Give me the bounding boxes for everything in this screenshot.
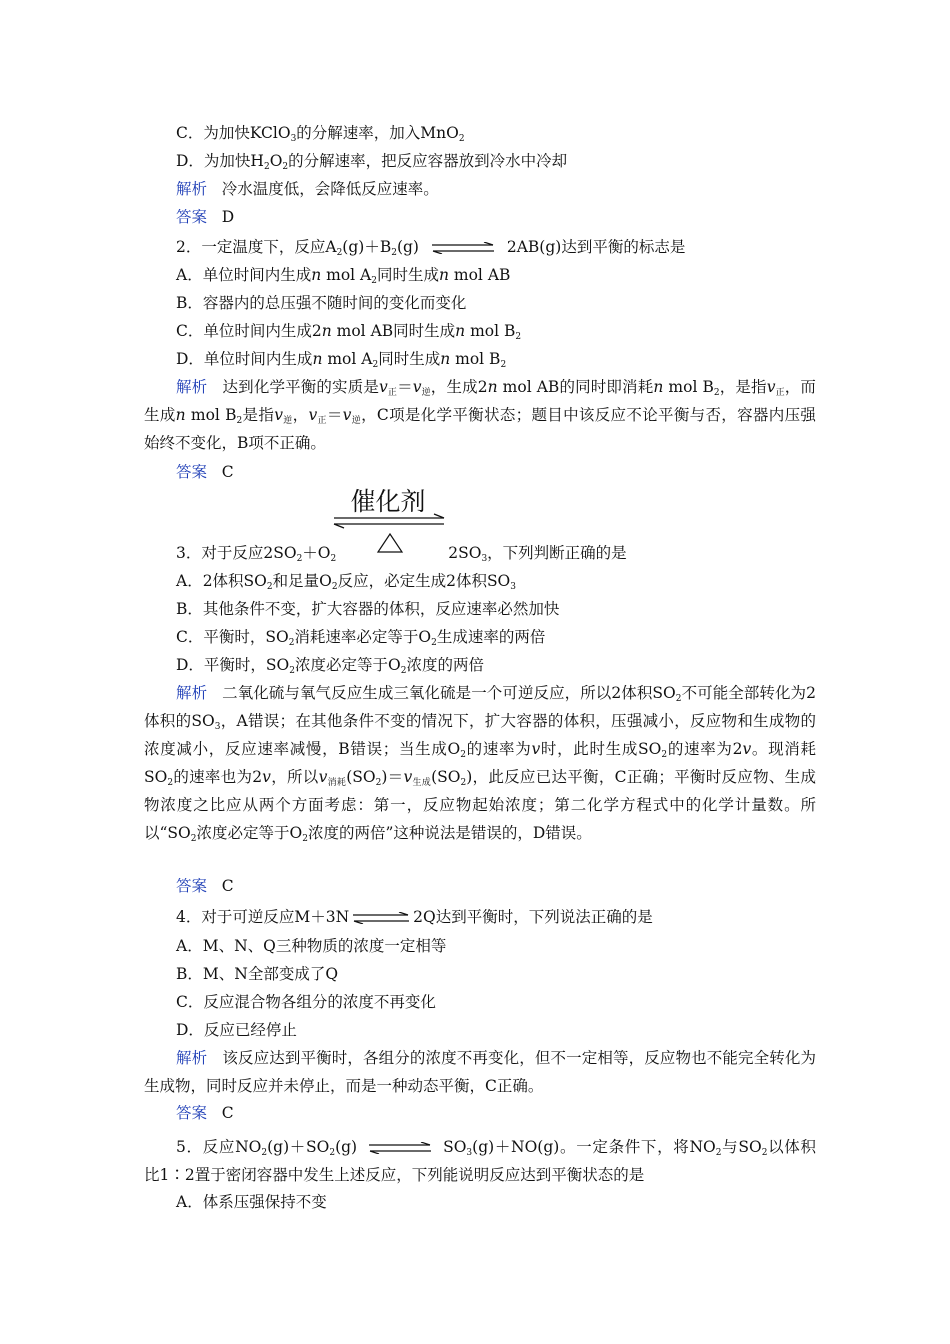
q4-option-a: A．M、N、Q三种物质的浓度一定相等 [176, 937, 447, 955]
q2-stem: 2．一定温度下，反应$A_2(g)+B_2(g)$ 2AB(g)达到平衡的标志是 [176, 238, 686, 258]
analysis-label: 解析 [176, 378, 208, 396]
q2-answer: 答案 C [176, 463, 234, 481]
q2-option-a: A．单位时间内生成n mol $A_2$同时生成n mol AB [176, 266, 511, 286]
analysis-label: 解析 [176, 684, 208, 702]
q3-analysis: 解析 二氧化硫与氧气反应生成三氧化硫是一个可逆反应，所以2体积$SO_2$不可能全部转化为2体积的$SO_3$，A错误；在其他条件不变的情况下，扩大容器的体积，压强减小，反应物和生成物的浓度减小，反应速率减慢，B错误；当生成$O_2$的速率为v时，此时生成$SO_2$的速率为2v。现消耗$SO_2$的速率也为2v，所以$v_{消耗}(SO_2)=v_{生成}(SO_2)$，此反应已达平衡，C正确；平衡时反应物、生成物浓度之比应从两个方面考虑：第一，反应物起始浓度；第二化学方程式中的化学计量数。所以“$SO_2$浓度必定等于$O_2$浓度的两倍”这种说法是错误的，D错误。 [144, 684, 816, 844]
q1-answer: 答案 D [176, 208, 235, 226]
q4-option-c: C．反应混合物各组分的浓度不再变化 [176, 993, 436, 1011]
reversible-arrow-icon [430, 242, 496, 254]
q2-option-c: C．单位时间内生成2n mol AB同时生成n mol $B_2$ [176, 322, 522, 342]
q4-option-b: B．M、N全部变成了Q [176, 965, 339, 983]
q4-analysis: 解析 该反应达到平衡时，各组分的浓度不再变化，但不一定相等，反应物也不能完全转化为生成物，同时反应并未停止，而是一种动态平衡，C正确。 [144, 1049, 816, 1095]
q5-stem: 5．反应$NO_2(g)+SO_2(g)$ $SO_3(g)+NO(g)$。一定条件下，将$NO_2$与$SO_2$以体积比1∶2置于密闭容器中发生上述反应，下列能说明反应达到平衡状态的是 [144, 1138, 816, 1184]
answer-label: 答案 [176, 877, 208, 895]
analysis-label: 解析 [176, 180, 208, 198]
answer-label: 答案 [176, 463, 208, 481]
reversible-arrow-icon [367, 1142, 433, 1154]
answer-label: 答案 [176, 208, 208, 226]
answer-label: 答案 [176, 1104, 208, 1122]
catalyst-label: 催化剂 [350, 487, 426, 516]
q3-option-c: C．平衡时，$SO_2$消耗速率必定等于$O_2$生成速率的两倍 [176, 628, 546, 648]
q4-option-d: D．反应已经停止 [176, 1021, 297, 1039]
q2-option-b: B．容器内的总压强不随时间的变化而变化 [176, 294, 467, 312]
q2-option-d: D．单位时间内生成n mol $A_2$同时生成n mol $B_2$ [176, 350, 507, 370]
q1-option-c: C．为加快KClO$_3$的分解速率，加入MnO$_2$ [176, 124, 465, 144]
q3-stem: 3．对于反应$2SO_2+O_2$ $2SO_3$，下列判断正确的是 [176, 544, 627, 564]
q1-analysis: 解析 冷水温度低，会降低反应速率。 [176, 180, 439, 198]
q4-answer: 答案 C [176, 1104, 234, 1122]
q3-option-a: A．2体积$SO_2$和足量$O_2$反应，必定生成2体积$SO_3$ [176, 572, 517, 592]
analysis-label: 解析 [176, 1049, 208, 1067]
q3-option-d: D．平衡时，$SO_2$浓度必定等于$O_2$浓度的两倍 [176, 656, 484, 676]
q5-option-a: A．体系压强保持不变 [176, 1193, 327, 1211]
q3-option-b: B．其他条件不变，扩大容器的体积，反应速率必然加快 [176, 600, 560, 618]
q4-stem: 4．对于可逆反应M＋3N 2Q达到平衡时，下列说法正确的是 [176, 908, 653, 926]
q2-analysis: 解析 达到化学平衡的实质是$v_正=v_逆$，生成2n mol AB的同时即消耗n mol $B_2$，是指$v_正$，而生成n mol $B_2$是指$v_逆$，$v_正=v_逆$，C项是化学平衡状态；题目中该反应不论平衡与否，容器内压强始终不变化，B项不正确。 [144, 378, 816, 452]
q1-option-d: D．为加快$H_2O_2$的分解速率，把反应容器放到冷水中冷却 [176, 152, 568, 172]
q3-answer: 答案 C [176, 877, 234, 895]
reversible-arrow-icon [351, 912, 411, 924]
